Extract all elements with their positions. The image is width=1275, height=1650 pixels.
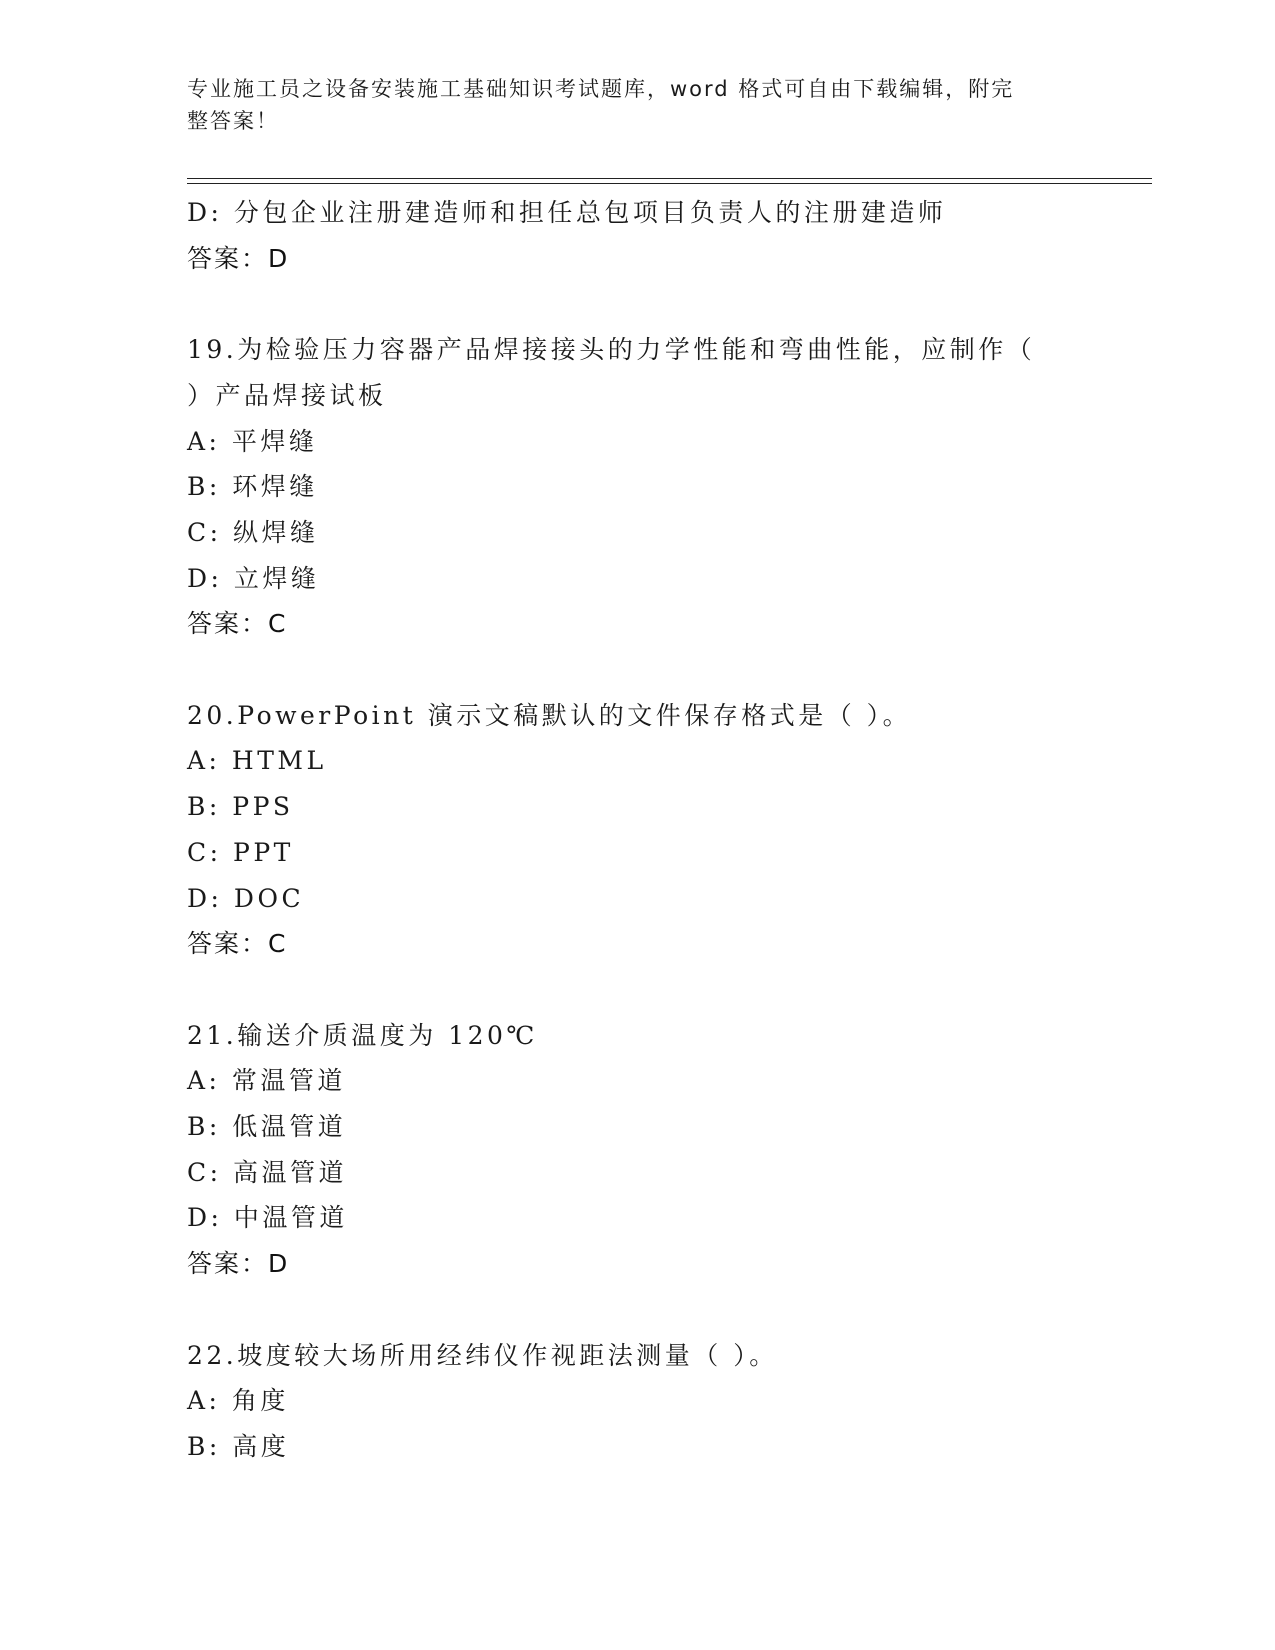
question-19 xyxy=(187,327,1087,647)
option-a: A: 常温管道 xyxy=(187,1066,346,1096)
spacer xyxy=(187,281,1087,327)
answer: 答案：D xyxy=(187,1249,290,1279)
option-b: B: 环焊缝 xyxy=(187,472,318,502)
page-header xyxy=(187,73,1077,137)
answer: 答案：D xyxy=(187,243,290,273)
answer: 答案：C xyxy=(187,929,288,959)
option-a: A: HTML xyxy=(187,746,327,776)
question-stem: 21.输送介质温度为 120℃ xyxy=(187,1020,538,1050)
option-b: B: 低温管道 xyxy=(187,1112,347,1142)
option-c: C: PPT xyxy=(187,837,294,867)
option-b: B: 高度 xyxy=(187,1431,290,1461)
header-text-line-2: 整答案！ xyxy=(187,109,279,133)
question-list xyxy=(187,190,1087,1470)
option-d: D: 立焊缝 xyxy=(187,563,320,593)
option-d: D: 分包企业注册建造师和担任总包项目负责人的注册建造师 xyxy=(187,198,947,227)
option-b: B: PPS xyxy=(187,792,294,822)
answer: 答案：C xyxy=(187,609,288,639)
header-divider-bottom xyxy=(187,183,1152,184)
option-d: D: 中温管道 xyxy=(187,1203,348,1233)
header-divider-top xyxy=(187,178,1152,179)
spacer xyxy=(187,647,1087,693)
spacer xyxy=(187,967,1087,1013)
option-a: A: 平焊缝 xyxy=(187,426,318,456)
previous-question-tail xyxy=(187,190,1087,281)
question-stem: 19.为检验压力容器产品焊接接头的力学性能和弯曲性能，应制作（ xyxy=(187,335,1036,365)
question-21 xyxy=(187,1013,1087,1287)
option-c: C: 纵焊缝 xyxy=(187,517,319,547)
option-a: A: 角度 xyxy=(187,1386,289,1416)
question-20 xyxy=(187,693,1087,967)
question-stem: 22.坡度较大场所用经纬仪作视距法测量（ ）。 xyxy=(187,1340,778,1370)
question-stem: 20.PowerPoint 演示文稿默认的文件保存格式是（ ）。 xyxy=(187,700,912,730)
header-text-line-1: 专业施工员之设备安装施工基础知识考试题库，word 格式可自由下载编辑，附完 xyxy=(187,77,1015,101)
question-22 xyxy=(187,1333,1087,1470)
question-stem-continued: ）产品焊接试板 xyxy=(187,380,387,410)
option-d: D: DOC xyxy=(187,883,305,913)
option-c: C: 高温管道 xyxy=(187,1157,347,1187)
spacer xyxy=(187,1287,1087,1333)
